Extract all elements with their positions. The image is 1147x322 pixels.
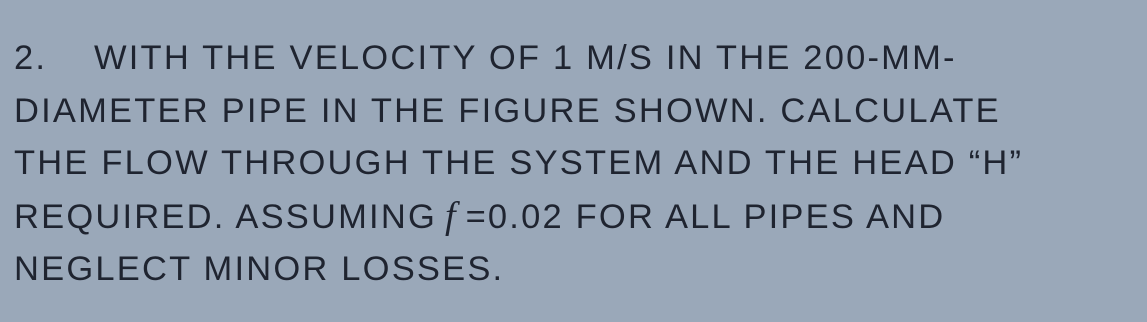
problem-line-4-start: REQUIRED. ASSUMING: [14, 198, 437, 236]
problem-line-4-end: =0.02 FOR ALL PIPES AND: [465, 198, 946, 236]
friction-factor-symbol: f: [445, 195, 456, 237]
problem-line-1: [14, 38, 957, 78]
problem-line-4: [14, 196, 945, 237]
problem-number: 2.: [14, 39, 48, 77]
problem-line-1-text: WITH THE VELOCITY OF 1 M/S IN THE 200-MM-: [94, 39, 957, 77]
problem-line-2: DIAMETER PIPE IN THE FIGURE SHOWN. CALCULATE: [14, 92, 1001, 130]
problem-line-3: THE FLOW THROUGH THE SYSTEM AND THE HEAD “H”: [14, 144, 1024, 182]
problem-line-5: NEGLECT MINOR LOSSES.: [14, 250, 505, 288]
